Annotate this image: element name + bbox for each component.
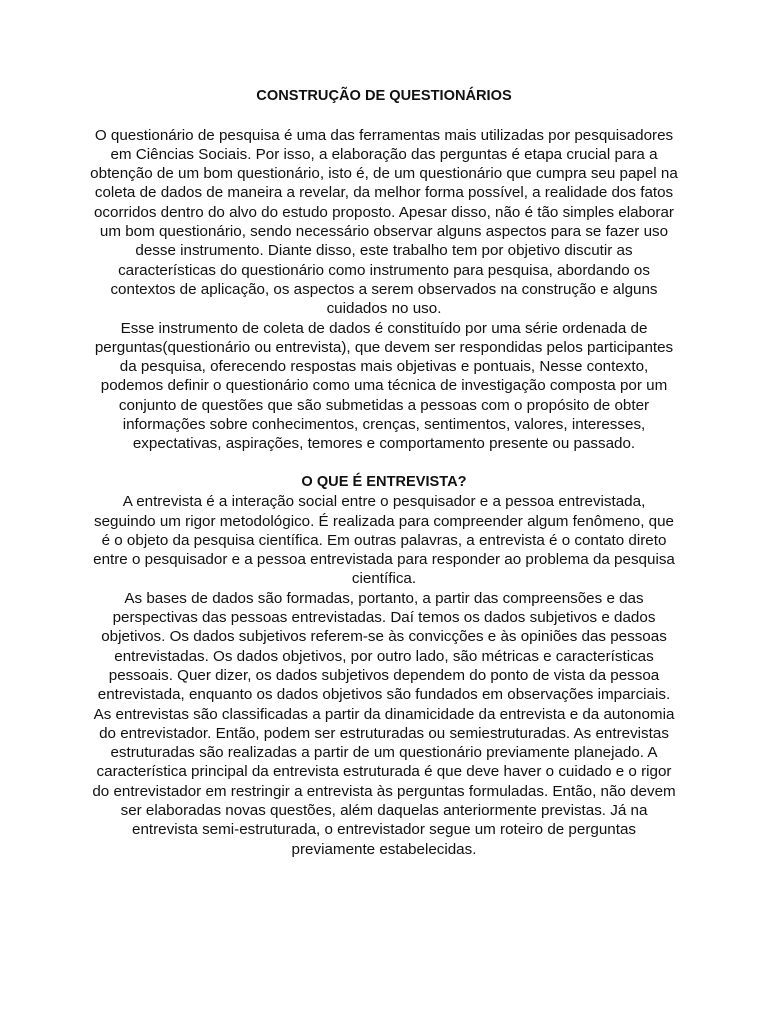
document-page: [90, 87, 678, 859]
intro-paragraph-1: O questionário de pesquisa é uma das ferramentas mais utilizadas por pesquisadores em Ciências Sociais. Por isso, a elaboração das perguntas é etapa crucial para a obtenção de um bom questionário, isto é, de um questionário que cumpra seu papel na coleta de dados de maneira a revelar, da melhor forma possível, a realidade dos fatos ocorridos dentro do alvo do estudo proposto. Apesar disso, não é tão simples elaborar um bom questionário, sendo necessário observar alguns aspectos para se fazer uso desse instrumento. Diante disso, este trabalho tem por objetivo discutir as características do questionário como instrumento para pesquisa, abordando os contextos de aplicação, os aspectos a serem observados na construção e alguns cuidados no uso.: [90, 126, 678, 318]
section-paragraph-2: As bases de dados são formadas, portanto, a partir das compreensões e das perspectivas das pessoas entrevistadas. Daí temos os dados subjetivos e dados objetivos. Os dados subjetivos referem-se às convicções e às opiniões das pessoas entrevistadas. Os dados objetivos, por outro lado, são métricas e características pessoais. Quer dizer, os dados subjetivos dependem do ponto de vista da pessoa entrevistada, enquanto os dados objetivos são fundados em observações imparciais.: [97, 589, 671, 704]
intro-paragraph-2: Esse instrumento de coleta de dados é constituído por uma série ordenada de perguntas(questionário ou entrevista), que devem ser respondidas pelos participantes da pesquisa, oferecendo respostas mais objetivas e pontuais, Nesse contexto, podemos definir o questionário como uma técnica de investigação composta por um conjunto de questões que são submetidas a pessoas com o propósito de obter informações sobre conhecimentos, crenças, sentimentos, valores, interesses, expectativas, aspirações, temores e comportamento presente ou passado.: [94, 319, 674, 453]
section-paragraph-3: As entrevistas são classificadas a partir da dinamicidade da entrevista e da autonomia do entrevistador. Então, podem ser estruturadas ou semiestruturadas. As entrevistas estruturadas são realizadas a partir de um questionário previamente planejado. A característica principal da entrevista estruturada é que deve haver o cuidado e o rigor do entrevistador em restringir a entrevista às perguntas formuladas. Então, não devem ser elaboradas novas questões, além daquelas anteriormente previstas. Já na entrevista semi-estruturada, o entrevistador segue um roteiro de perguntas previamente estabelecidas.: [92, 705, 676, 858]
document-title: CONSTRUÇÃO DE QUESTIONÁRIOS: [256, 88, 512, 104]
spacer: [90, 454, 678, 473]
spacer: [90, 106, 678, 125]
section-heading: O QUE É ENTREVISTA?: [301, 473, 467, 490]
section-paragraph-1: A entrevista é a interação social entre o pesquisador e a pessoa entrevistada, seguindo um rigor metodológico. É realizada para compreender algum fenômeno, que é o objeto da pesquisa científica. Em outras palavras, a entrevista é o contato direto entre o pesquisador e a pessoa entrevistada para responder ao problema da pesquisa científica.: [93, 493, 675, 588]
